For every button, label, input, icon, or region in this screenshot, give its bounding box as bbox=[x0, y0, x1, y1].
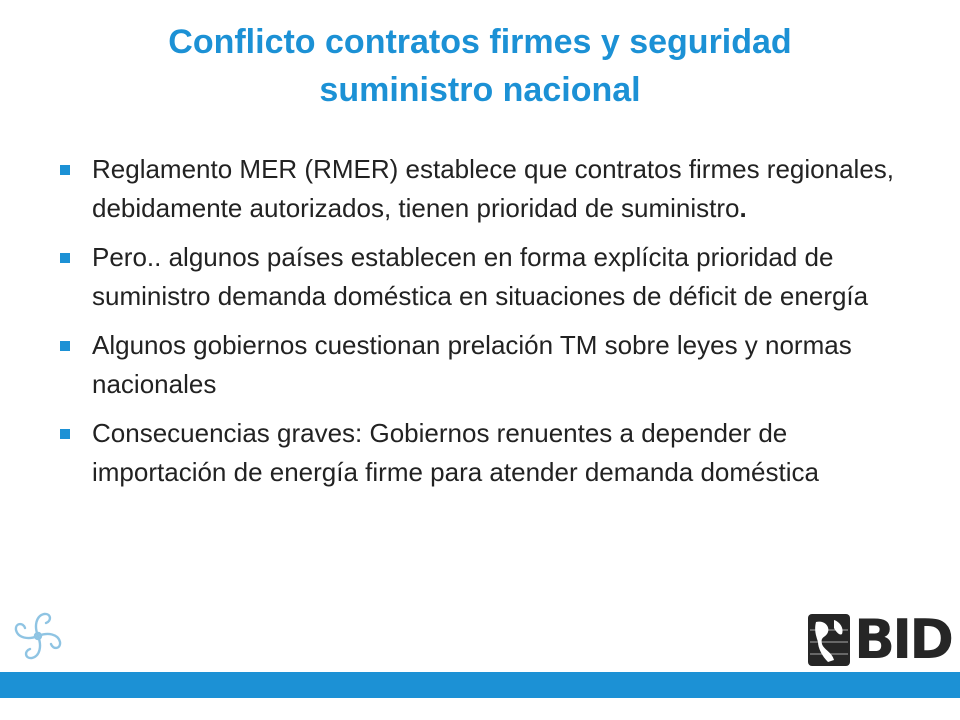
slide-title-line-2: suministro nacional bbox=[319, 71, 641, 109]
bullet-item bbox=[56, 238, 906, 316]
bullet-item bbox=[56, 326, 906, 404]
bullet-list bbox=[56, 150, 906, 502]
bullet-item bbox=[56, 150, 906, 228]
slide-title-line-1: Conflicto contratos firmes y seguridad bbox=[168, 23, 792, 61]
square-bullet-icon bbox=[60, 341, 70, 351]
footer-bar bbox=[0, 672, 960, 698]
bullet-text: Pero.. algunos países establecen en forma explícita prioridad de suministro demanda doméstica en situaciones de déficit de energía bbox=[92, 242, 869, 311]
bullet-text: Algunos gobiernos cuestionan prelación TM sobre leyes y normas nacionales bbox=[92, 330, 852, 399]
bullet-text: Consecuencias graves: Gobiernos renuentes a depender de importación de energía firme para atender demanda doméstica bbox=[92, 418, 819, 487]
bid-logo bbox=[806, 608, 956, 671]
bullet-text: Reglamento MER (RMER) establece que contratos firmes regionales, debidamente autorizados, tienen prioridad de suministro bbox=[92, 154, 895, 223]
bid-logo-text: BID bbox=[854, 608, 952, 671]
slide-title bbox=[40, 18, 920, 114]
globe-icon bbox=[806, 612, 852, 668]
square-bullet-icon bbox=[60, 253, 70, 263]
bullet-item bbox=[56, 414, 906, 492]
bullet-emphasis: . bbox=[739, 193, 747, 223]
square-bullet-icon bbox=[60, 165, 70, 175]
square-bullet-icon bbox=[60, 429, 70, 439]
flower-logo-icon bbox=[8, 606, 68, 666]
